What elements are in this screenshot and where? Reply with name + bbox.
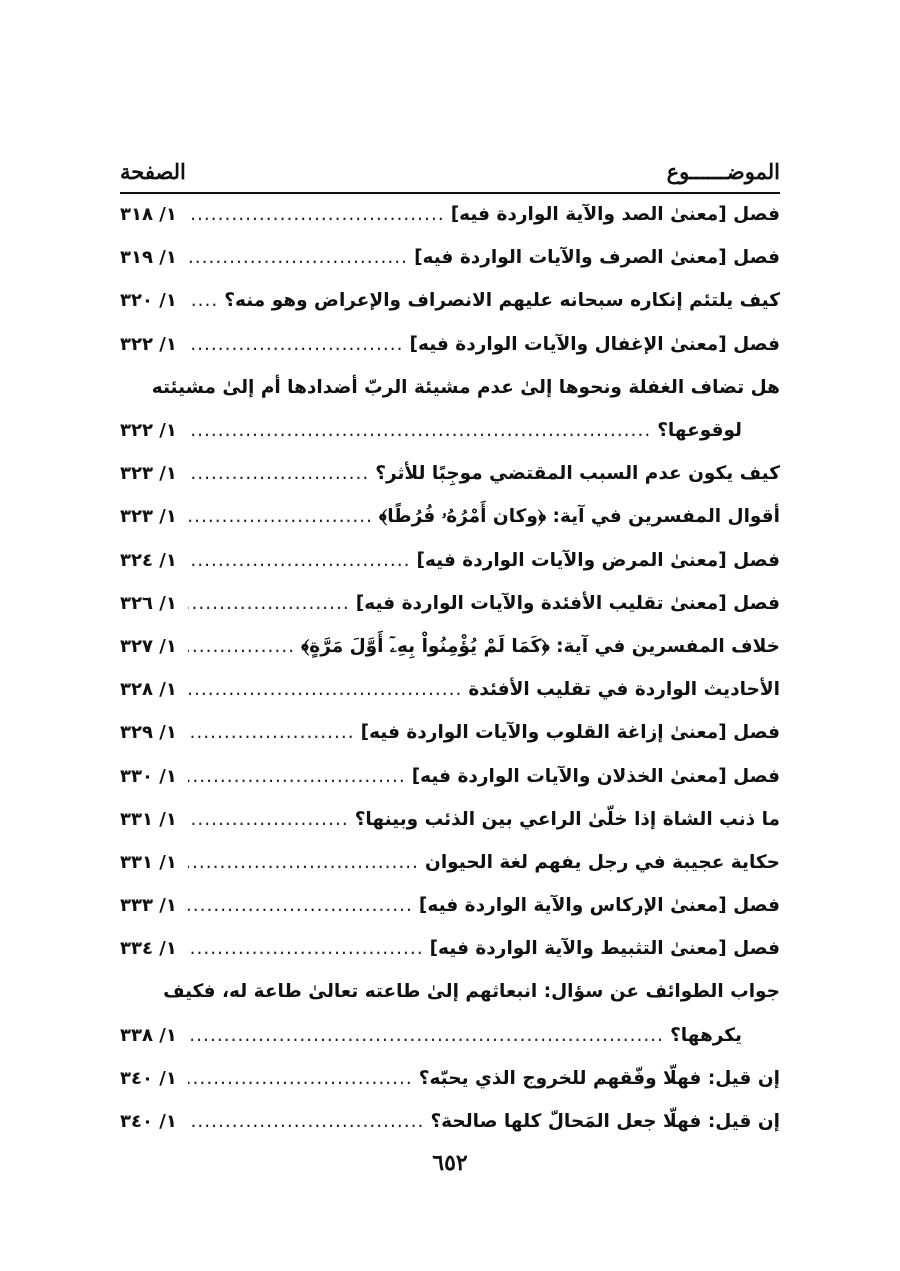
toc-entry: [120, 927, 780, 970]
entry-page: ١/ ٣٢٣: [120, 506, 177, 528]
toc-entry: [120, 711, 780, 754]
leader-dots: [188, 1025, 664, 1046]
entry-title: فصل [معنىٰ إزاغة القلوب والآيات الواردة فيه]: [360, 722, 780, 744]
entry-page: ١/ ٣٣١: [120, 808, 177, 830]
leader-dots: [188, 1111, 424, 1132]
entry-page: ١/ ٣٢٢: [120, 333, 177, 355]
leader-dots: [188, 1068, 413, 1089]
entry-title: كيف يكون عدم السبب المقتضي موجِبًا للأثر؟: [375, 463, 780, 485]
entry-page: ١/ ٣١٨: [120, 204, 177, 226]
entry-page: ١/ ٣٢٠: [120, 290, 177, 312]
entry-page: ١/ ٣٢٤: [120, 549, 177, 571]
toc-entry: [120, 279, 780, 322]
entry-page: ١/ ٣٣٤: [120, 938, 177, 960]
entry-title: فصل [معنىٰ الخذلان والآيات الواردة فيه]: [411, 765, 780, 787]
toc-entry: [120, 193, 780, 236]
leader-dots: [188, 290, 218, 311]
entry-title: إن قيل: فهلّا جعل المَحالّ كلها صالحة؟: [430, 1111, 780, 1133]
toc-entry-continuation: [120, 1014, 780, 1057]
toc-entry: [120, 884, 780, 927]
leader-dots: [188, 463, 369, 484]
entry-title: أقوال المفسرين في آية: ﴿وكان أَمْرُهُۥ فُرُطًا﴾: [379, 506, 780, 528]
toc-entry-first-line: [120, 970, 780, 1013]
entry-page: ١/ ٣٢٢: [120, 420, 177, 442]
leader-dots: [188, 593, 350, 614]
leader-dots: [188, 334, 404, 355]
entry-title: هل تضاف الغفلة ونحوها إلىٰ عدم مشيئة الربّ أضدادها أم إلىٰ مشيئته: [151, 376, 780, 398]
entry-title: ما ذنب الشاة إذا خلّىٰ الراعي بين الذئب وبينها؟: [354, 808, 780, 830]
entry-page: ١/ ٣٣٣: [120, 895, 177, 917]
entry-page: ١/ ٣٢٣: [120, 463, 177, 485]
entry-page: ١/ ٣٢٨: [120, 679, 177, 701]
leader-dots: [188, 895, 413, 916]
entry-page: ١/ ٣٣٨: [120, 1024, 177, 1046]
leader-dots: [188, 852, 419, 873]
entry-title: لوقوعها؟: [657, 420, 742, 442]
leader-dots: [188, 938, 424, 959]
page-number: ٦٥٢: [432, 1150, 468, 1176]
entry-page: ١/ ٣٢٦: [120, 592, 177, 614]
entry-title: فصل [معنىٰ الإغفال والآيات الواردة فيه]: [409, 333, 780, 355]
leader-dots: [188, 679, 462, 700]
entry-title: فصل [معنىٰ الصرف والآيات الواردة فيه]: [414, 247, 780, 269]
entry-title: فصل [معنىٰ الصد والآية الواردة فيه]: [450, 204, 780, 226]
leader-dots: [188, 636, 295, 657]
leader-dots: [188, 420, 651, 441]
toc-entry: [120, 236, 780, 279]
toc-entry: [120, 798, 780, 841]
entry-title: فصل [معنىٰ الإركاس والآية الواردة فيه]: [418, 895, 780, 917]
entry-title: يكرهها؟: [670, 1024, 742, 1046]
toc-entry: [120, 539, 780, 582]
toc-entry: [120, 625, 780, 668]
leader-dots: [188, 809, 349, 830]
entry-title: كيف يلتئم إنكاره سبحانه عليهم الانصراف والإعراض وهو منه؟: [224, 290, 780, 312]
toc-entry: [120, 323, 780, 366]
toc-entry: [120, 1057, 780, 1100]
leader-dots: [188, 506, 373, 527]
toc-entry: [120, 1100, 780, 1143]
entry-title: فصل [معنىٰ تقليب الأفئدة والآيات الواردة فيه]: [355, 592, 780, 614]
entry-title: الأحاديث الواردة في تقليب الأفئدة: [468, 679, 780, 701]
topic-column-label: الموضــــــوع: [666, 158, 780, 184]
toc-header: [120, 150, 780, 194]
entry-page: ١/ ٣٤٠: [120, 1111, 177, 1133]
leader-dots: [188, 204, 445, 225]
toc-list: [120, 193, 780, 1143]
entry-page: ١/ ٣٢٩: [120, 722, 177, 744]
entry-page: ١/ ٣٢٧: [120, 635, 177, 657]
entry-title: خلاف المفسرين في آية: ﴿كَمَا لَمْ يُؤْمِنُواْ بِهِۦٓ أَوَّلَ مَرَّةٍ﴾: [301, 635, 780, 657]
entry-title: حكاية عجيبة في رجل يفهم لغة الحيوان: [425, 851, 780, 873]
entry-title: فصل [معنىٰ التثبيط والآية الواردة فيه]: [429, 938, 780, 960]
toc-entry-first-line: [120, 366, 780, 409]
toc-entry: [120, 668, 780, 711]
toc-entry: [120, 754, 780, 797]
entry-page: ١/ ٣٤٠: [120, 1067, 177, 1089]
leader-dots: [188, 550, 411, 571]
leader-dots: [188, 722, 355, 743]
leader-dots: [188, 766, 406, 787]
toc-entry: [120, 452, 780, 495]
page-column-label: الصفحة: [120, 158, 186, 184]
entry-page: ١/ ٣٣٠: [120, 765, 177, 787]
toc-entry: [120, 495, 780, 538]
entry-title: فصل [معنىٰ المرض والآيات الواردة فيه]: [416, 549, 780, 571]
leader-dots: [188, 247, 408, 268]
entry-page: ١/ ٣٣١: [120, 851, 177, 873]
toc-entry: [120, 582, 780, 625]
toc-entry: [120, 841, 780, 884]
toc-entry-continuation: [120, 409, 780, 452]
entry-page: ١/ ٣١٩: [120, 247, 177, 269]
entry-title: جواب الطوائف عن سؤال: انبعاثهم إلىٰ طاعته تعالىٰ طاعة له، فكيف: [163, 981, 780, 1003]
entry-title: إن قيل: فهلّا وفّقهم للخروج الذي يحبّه؟: [418, 1067, 780, 1089]
